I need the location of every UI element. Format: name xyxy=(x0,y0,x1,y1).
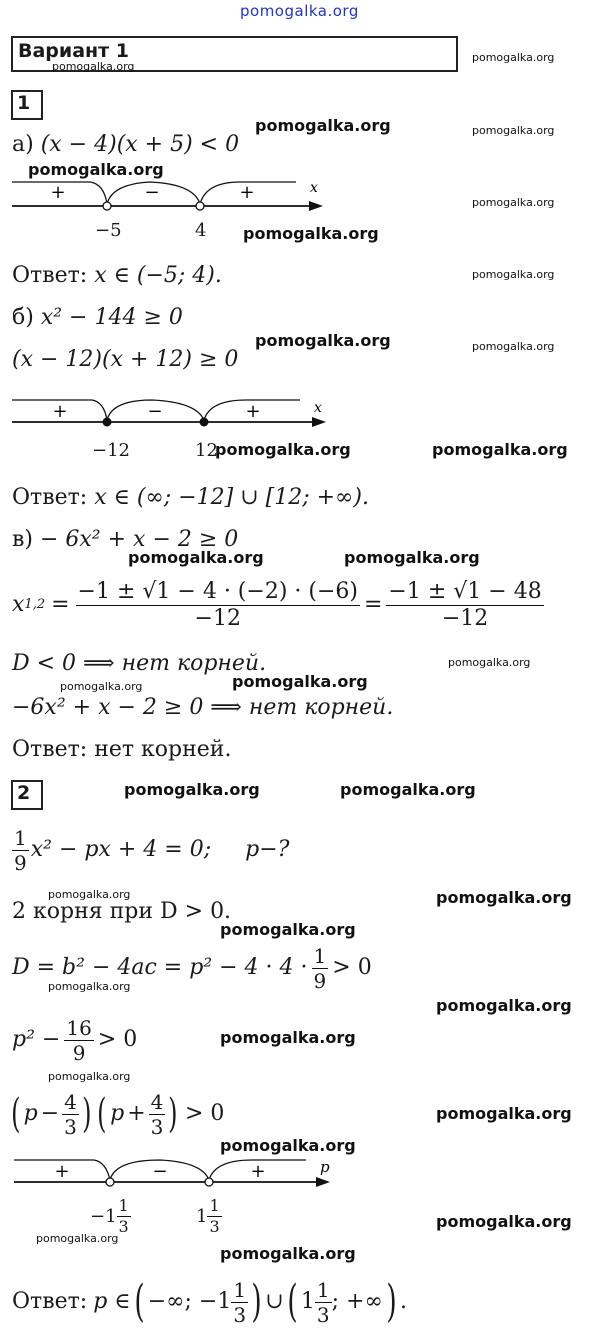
task2-answer: Ответ: p ∈ ( −∞; −1 $\frac{1}{3}$ ) ∪ ( 1 $\frac{1}{3}$ ; +∞ ) . xyxy=(12,1276,407,1327)
watermark[interactable]: pomogalka.org xyxy=(255,331,391,350)
task1b-line: б) x² − 144 ≥ 0 xyxy=(12,305,183,330)
task1c-line1: D < 0 ⟹ нет корней. xyxy=(12,651,267,676)
task1b-answer: Ответ: x ∈ (∞; −12] ∪ [12; +∞). xyxy=(12,485,369,510)
task1b-answer-value: x ∈ (∞; −12] ∪ [12; +∞). xyxy=(94,485,369,510)
fraction: $\frac{1}{3}$ xyxy=(209,1196,220,1236)
sign-plus: + xyxy=(50,182,66,203)
fraction: $\frac{1}{3}$ xyxy=(316,1277,330,1327)
task2-line2: 2 корня при D > 0. xyxy=(12,899,232,924)
task2-line5: ( p − $\frac{4}{3}$ ) ( p + $\frac{4}{3}$ ) > 0 xyxy=(11,1089,225,1139)
watermark[interactable]: pomogalka.org xyxy=(472,196,555,209)
sign-plus: + xyxy=(54,1161,70,1182)
watermark[interactable]: pomogalka.org xyxy=(340,780,476,799)
sign-plus: + xyxy=(239,182,255,203)
watermark[interactable]: pomogalka.org xyxy=(60,680,143,693)
watermark-top[interactable]: pomogalka.org xyxy=(240,2,359,20)
watermark[interactable]: pomogalka.org xyxy=(436,996,572,1015)
fraction: $\frac{16}{9}$ xyxy=(66,1015,92,1065)
axis-var: x xyxy=(314,400,322,416)
task1c-answer: Ответ: нет корней. xyxy=(12,737,232,762)
watermark[interactable]: pomogalka.org xyxy=(472,124,555,137)
sign-minus: − xyxy=(147,401,163,422)
task1a-answer: Ответ: x ∈ (−5; 4). xyxy=(12,263,222,288)
task1b-expr: x² − 144 ≥ 0 xyxy=(40,305,183,330)
fraction: $\frac{-1 \pm √1 - 48}{-12}$ xyxy=(388,578,542,631)
task1b-expr2: (x − 12)(x + 12) ≥ 0 xyxy=(12,347,239,372)
task1c-roots: x 1,2 = $\frac{-1 \pm √1 - 4 \cdot (-2) \cdot (-6)}{-12}$ = $\frac{-1 \pm √1 - 48}{-12}$ xyxy=(12,578,542,631)
sign-plus: + xyxy=(245,401,261,422)
watermark[interactable]: pomogalka.org xyxy=(344,548,480,567)
fraction: $\frac{-1 \pm √1 - 4 \cdot (-2) \cdot (-6)}{-12}$ xyxy=(77,578,358,631)
watermark[interactable]: pomogalka.org xyxy=(432,440,568,459)
watermark[interactable]: pomogalka.org xyxy=(436,1104,572,1123)
task1c-expr: − 6x² + x − 2 ≥ 0 xyxy=(39,527,239,552)
point-label: −12 xyxy=(92,440,130,461)
fraction: $\frac{1}{9}$ xyxy=(14,825,27,875)
axis-var: p xyxy=(320,1158,330,1176)
watermark[interactable]: pomogalka.org xyxy=(48,888,131,901)
watermark[interactable]: pomogalka.org xyxy=(436,1212,572,1231)
watermark[interactable]: pomogalka.org xyxy=(436,888,572,907)
watermark[interactable]: pomogalka.org xyxy=(128,548,264,567)
task2-line4: p² − $\frac{16}{9}$ > 0 xyxy=(12,1015,138,1065)
axis-var: x xyxy=(310,180,318,196)
task1a-expr: (x − 4)(x + 5) < 0 xyxy=(40,132,240,157)
point-label: −1 $\frac{1}{3}$ xyxy=(90,1196,129,1236)
task2-line1: $\frac{1}{9}$ x² − px + 4 = 0; p−? xyxy=(14,825,290,875)
watermark[interactable]: pomogalka.org xyxy=(232,672,368,691)
task1c-line: в) − 6x² + x − 2 ≥ 0 xyxy=(12,527,239,552)
fraction: $\frac{1}{3}$ xyxy=(118,1196,129,1236)
watermark[interactable]: pomogalka.org xyxy=(472,51,555,64)
watermark[interactable]: pomogalka.org xyxy=(36,1232,119,1245)
point-label: −5 xyxy=(95,220,122,241)
task1a-line xyxy=(12,133,239,157)
watermark[interactable]: pomogalka.org xyxy=(448,656,531,669)
watermark[interactable]: pomogalka.org xyxy=(220,1136,356,1155)
watermark[interactable]: pomogalka.org xyxy=(243,224,379,243)
sign-minus: − xyxy=(144,182,160,203)
point-label: 1 $\frac{1}{3}$ xyxy=(196,1196,220,1236)
fraction: $\frac{4}{3}$ xyxy=(64,1089,77,1139)
point-label: 12 xyxy=(195,440,218,461)
task1-number: 1 xyxy=(17,92,31,114)
watermark[interactable]: pomogalka.org xyxy=(220,920,356,939)
fraction: $\frac{1}{3}$ xyxy=(233,1277,247,1327)
sign-minus: − xyxy=(152,1161,168,1182)
watermark[interactable]: pomogalka.org xyxy=(48,980,131,993)
watermark[interactable]: pomogalka.org xyxy=(220,1028,356,1047)
watermark[interactable]: pomogalka.org xyxy=(255,116,391,135)
watermark[interactable]: pomogalka.org xyxy=(215,440,351,459)
task1a-answer-value: x ∈ (−5; 4). xyxy=(94,263,222,288)
watermark[interactable]: pomogalka.org xyxy=(220,1244,356,1263)
watermark[interactable]: pomogalka.org xyxy=(52,60,135,73)
task2-line3: D = b² − 4ac = p² − 4 · 4 · $\frac{1}{9}$ > 0 xyxy=(12,943,372,993)
point-label: 4 xyxy=(195,220,207,241)
fraction: $\frac{4}{3}$ xyxy=(150,1089,164,1139)
sign-plus: + xyxy=(52,401,68,422)
watermark[interactable]: pomogalka.org xyxy=(472,268,555,281)
task1c-line2: −6x² + x − 2 ≥ 0 ⟹ нет корней. xyxy=(12,695,394,720)
task2-number-line xyxy=(0,1150,350,1200)
task1c-answer-value: нет корней. xyxy=(94,737,232,762)
watermark[interactable]: pomogalka.org xyxy=(28,160,164,179)
task2-number: 2 xyxy=(17,782,31,804)
watermark[interactable]: pomogalka.org xyxy=(124,780,260,799)
sign-plus: + xyxy=(250,1161,266,1182)
fraction: $\frac{1}{9}$ xyxy=(313,943,327,993)
task1a-label: а) xyxy=(12,132,34,157)
watermark[interactable]: pomogalka.org xyxy=(472,340,555,353)
watermark[interactable]: pomogalka.org xyxy=(48,1070,131,1083)
variant-title: Вариант 1 xyxy=(18,40,130,62)
